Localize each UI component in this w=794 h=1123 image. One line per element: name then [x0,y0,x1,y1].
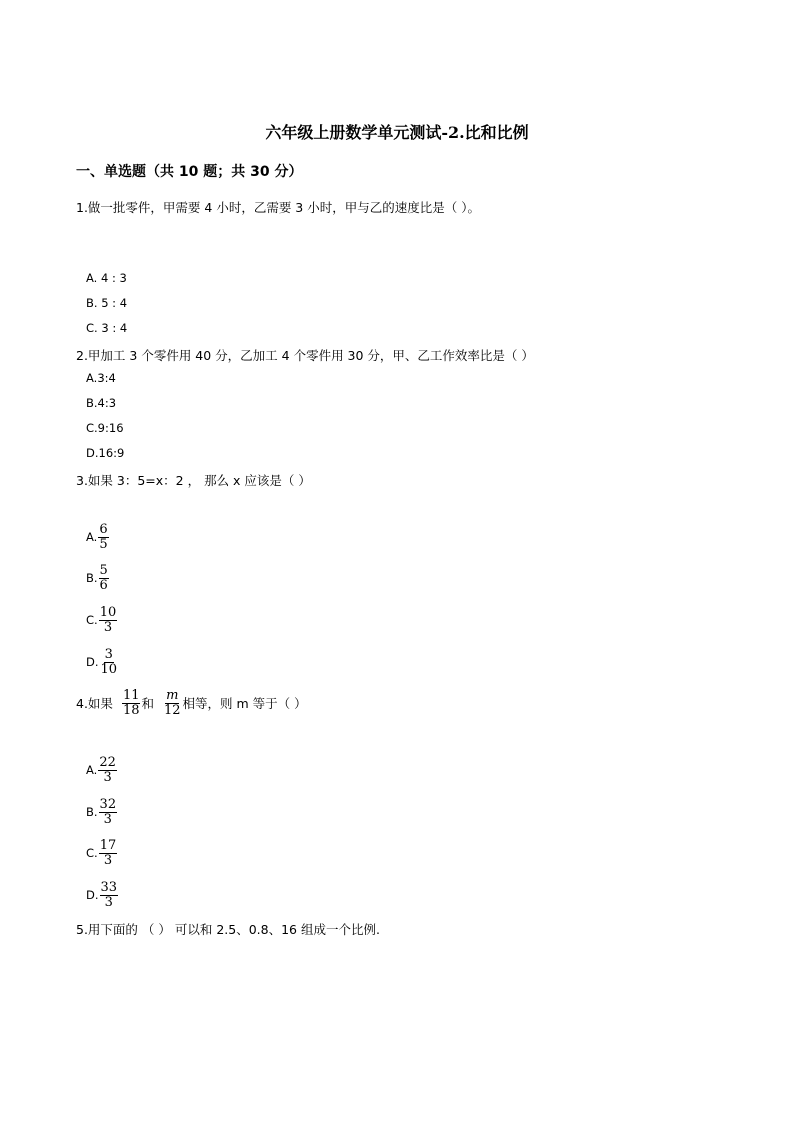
option-label: C. [86,613,98,627]
fraction-denominator: 3 [103,769,112,785]
question-4-mid: 和 [141,696,154,711]
fraction [98,756,117,785]
fraction [99,606,118,635]
question-2-option-c: C.9:16 [86,421,124,435]
question-4-suffix: 相等，则 m 等于（ ） [182,696,307,711]
option-label: A. [86,530,98,544]
question-1-option-c: C. 3 : 4 [86,321,128,335]
fraction-numerator: 33 [100,879,118,895]
fraction-numerator: 3 [104,646,113,662]
question-3-option-b [86,561,110,595]
fraction-numerator: 22 [99,754,116,770]
question-1-stem: 1.做一批零件，甲需要 4 小时，乙需要 3 小时，甲与乙的速度比是（ ）。 [76,200,480,215]
fraction-numerator: 6 [99,521,108,537]
question-4-stem [76,686,307,720]
question-4-fraction-2 [163,689,182,718]
fraction [99,839,118,868]
option-label: D. [86,888,99,902]
question-4-prefix: 4.如果 [76,696,113,711]
fraction-numerator: m [166,687,179,703]
fraction-numerator: 11 [122,687,140,703]
fraction [100,881,119,910]
question-4-option-a [86,753,118,787]
fraction-denominator: 12 [164,702,181,718]
fraction-numerator: 10 [99,604,117,620]
option-label: A. [86,763,98,777]
fraction-numerator: 17 [99,837,117,853]
question-3-stem: 3.如果 3：5=x：2 ， 那么 x 应该是（ ） [76,473,311,488]
question-4-option-c [86,836,118,870]
question-3-option-c [86,603,118,637]
fraction [98,523,108,552]
fraction [100,648,119,677]
question-4-fraction-1 [122,689,141,718]
fraction [99,564,109,593]
question-1-option-b: B. 5 : 4 [86,296,128,310]
question-4-option-d [86,878,119,912]
question-2-stem: 2.甲加工 3 个零件用 40 分，乙加工 4 个零件用 30 分，甲、乙工作效率比是（ ） [76,348,534,363]
question-2-option-b: B.4:3 [86,396,117,410]
fraction-denominator: 3 [104,894,113,910]
section-heading: 一、单选题（共 10 题；共 30 分） [76,164,303,180]
question-3-option-a [86,520,110,554]
page-title: 六年级上册数学单元测试-2.比和比例 [265,123,529,142]
question-3-option-d [86,645,119,679]
fraction-denominator: 3 [103,811,112,827]
fraction-numerator: 32 [99,796,117,812]
fraction-denominator: 18 [122,702,140,718]
fraction-numerator: 5 [99,562,108,578]
fraction-denominator: 3 [103,852,113,868]
option-label: B. [86,571,98,585]
option-label: B. [86,805,98,819]
question-5-stem: 5.用下面的 （ ） 可以和 2.5、0.8、16 组成一个比例. [76,922,380,937]
fraction-denominator: 10 [100,661,118,677]
question-2-option-d: D.16:9 [86,446,125,460]
option-label: D. [86,655,99,669]
question-2-option-a: A.3:4 [86,371,116,385]
fraction-denominator: 5 [99,536,108,552]
fraction [99,798,118,827]
option-label: C. [86,846,98,860]
fraction-denominator: 3 [103,619,113,635]
question-1-option-a: A. 4 : 3 [86,271,127,285]
fraction-denominator: 6 [99,577,108,593]
question-4-option-b [86,795,118,829]
